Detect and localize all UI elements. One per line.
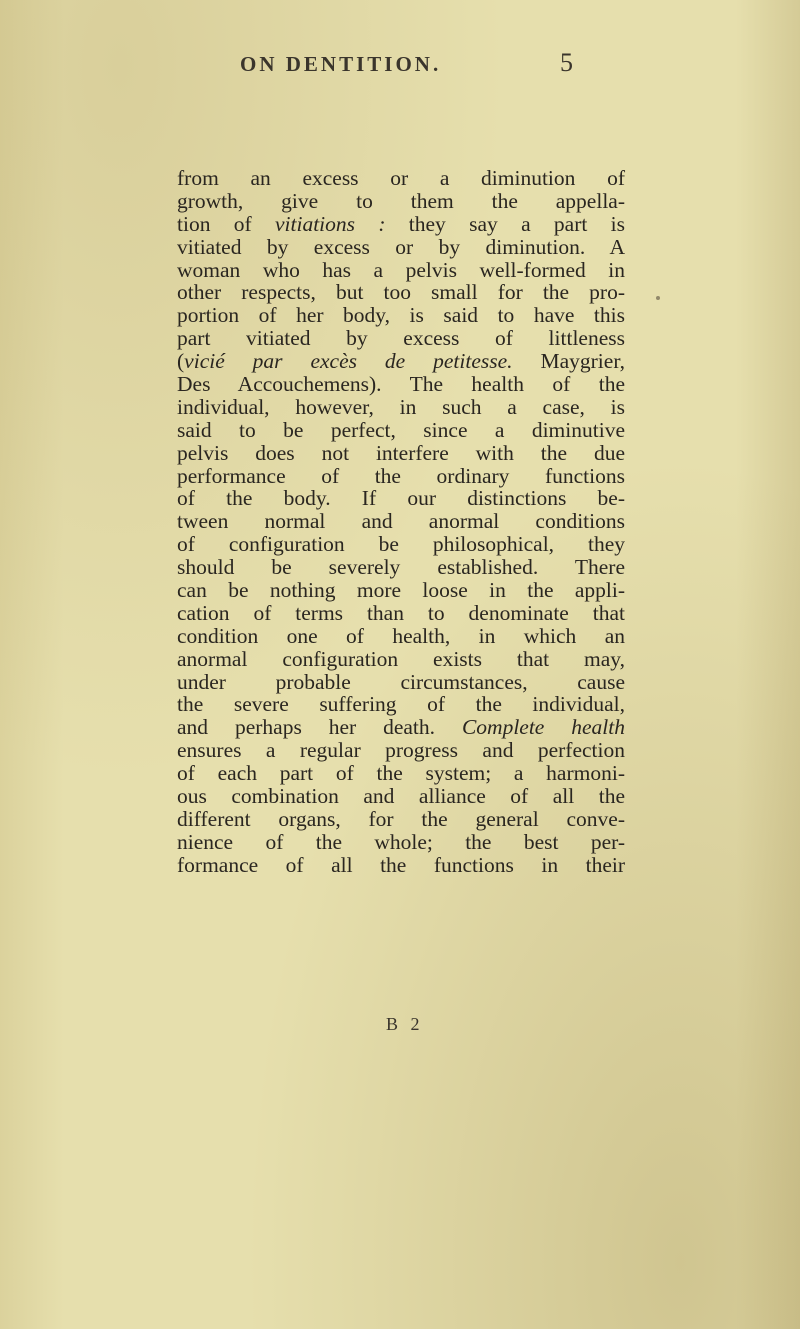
text-line: formance of all the functions in their — [177, 852, 625, 877]
page-header — [0, 48, 800, 84]
text-line: different organs, for the general conve- — [177, 806, 625, 831]
text-line: individual, however, in such a case, is — [177, 394, 625, 419]
text-line: ous combination and alliance of all the — [177, 784, 625, 809]
text-line: under probable circumstances, cause — [177, 669, 625, 694]
text-line: should be severely established. There — [177, 555, 625, 580]
text-line: (vicié par excès de petitesse. Maygrier, — [177, 349, 625, 374]
text-line: part vitiated by excess of littleness — [177, 326, 625, 351]
text-line: portion of her body, is said to have this — [177, 303, 625, 328]
text-line: tion of vitiations : they say a part is — [177, 211, 626, 236]
text-line: anormal configuration exists that may, — [177, 646, 625, 671]
page-number: 5 — [560, 48, 573, 77]
text-line: woman who has a pelvis well-formed in — [177, 257, 625, 282]
paper-speck — [656, 296, 660, 300]
body-text — [177, 167, 625, 877]
text-line: of each part of the system; a harmoni- — [177, 761, 625, 786]
text-line: nience of the whole; the best per- — [177, 829, 625, 854]
signature-mark: B 2 — [386, 1014, 424, 1034]
text-line: from an excess or a diminution of — [177, 166, 625, 190]
text-line: other respects, but too small for the pro- — [177, 280, 625, 305]
text-line: ensures a regular progress and perfection — [177, 738, 625, 763]
text-line: cation of terms than to denominate that — [177, 600, 625, 625]
running-head: ON DENTITION. — [240, 52, 442, 76]
text-line: of the body. If our distinctions be- — [177, 486, 625, 511]
text-line: condition one of health, in which an — [177, 623, 625, 648]
text-line: tween normal and anormal conditions — [177, 509, 625, 534]
text-line: Des Accouchemens). The health of the — [177, 372, 625, 397]
text-line: of configuration be philosophical, they — [177, 532, 625, 557]
text-line: growth, give to them the appella- — [177, 188, 625, 213]
text-line: pelvis does not interfere with the due — [177, 440, 625, 465]
text-line: vitiated by excess or by diminution. A — [177, 234, 625, 259]
text-line: can be nothing more loose in the appli- — [177, 578, 625, 603]
text-line: said to be perfect, since a diminutive — [177, 417, 625, 442]
text-line: performance of the ordinary functions — [177, 463, 625, 488]
text-line: the severe suffering of the individual, — [177, 692, 625, 717]
text-line: and perhaps her death. Complete health — [177, 715, 626, 740]
